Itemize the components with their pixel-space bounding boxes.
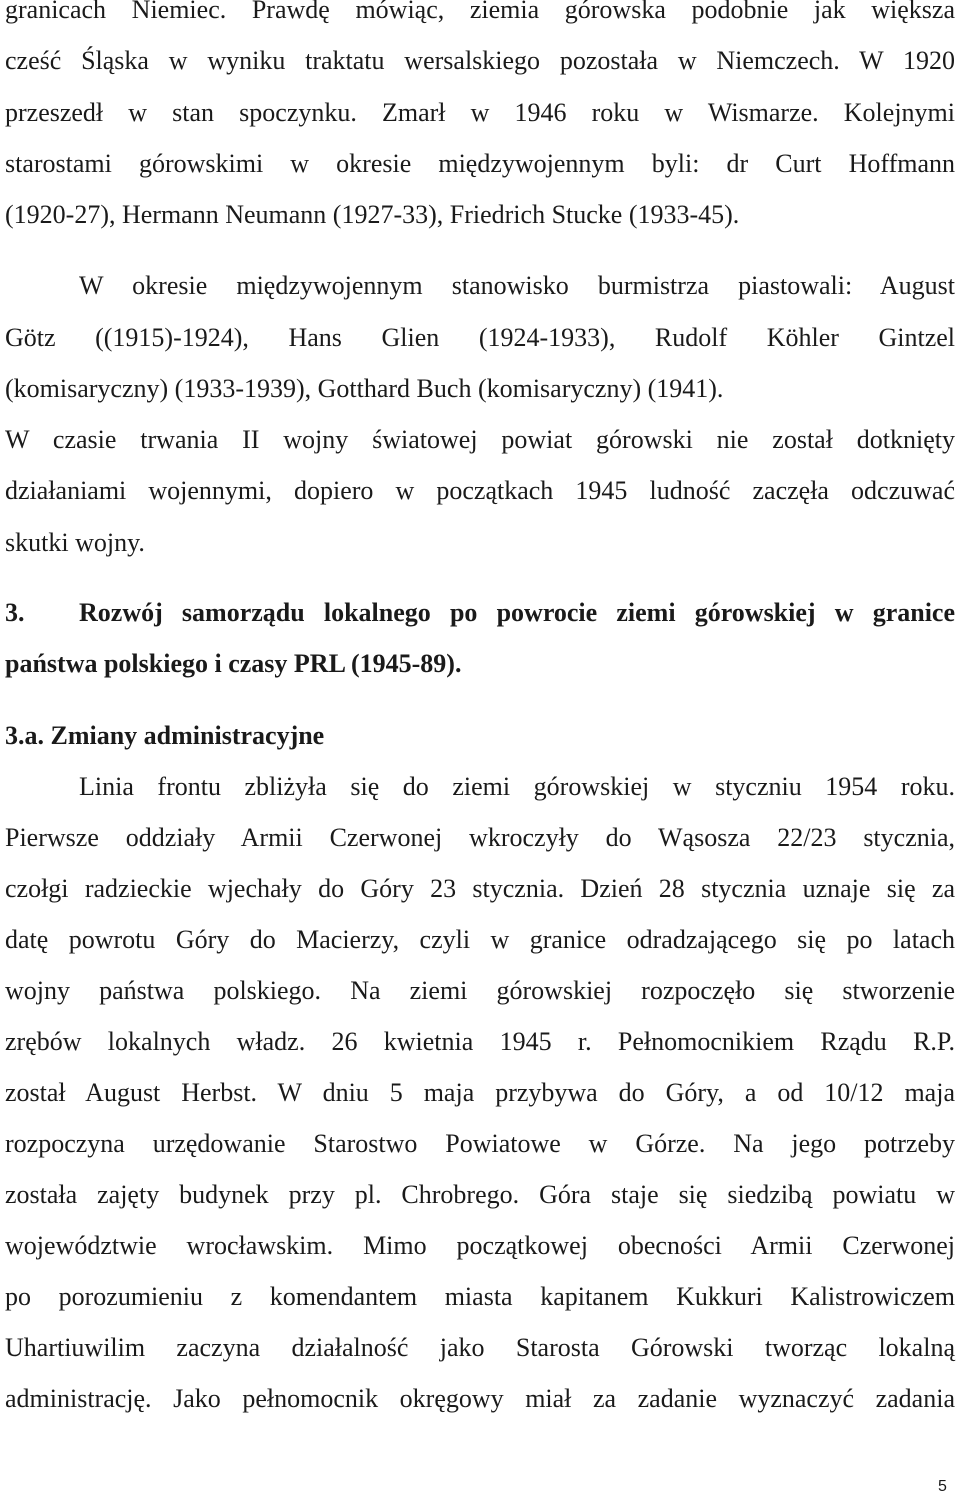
subsection-heading: 3.a. Zmiany administracyjne [5,721,325,750]
text-line: rozpoczyna urzędowanie Starostwo Powiatowe w Górze. Na jego potrzeby [5,1129,955,1158]
text-line: W czasie trwania II wojny światowej powiat górowski nie został dotknięty [5,425,955,454]
section-heading-line: państwa polskiego i czasy PRL (1945-89). [5,649,462,678]
text-line: została zajęty budynek przy pl. Chrobrego. Góra staje się siedzibą powiatu w [5,1180,955,1209]
text-line: granicach Niemiec. Prawdę mówiąc, ziemia górowska podobnie jak większa [5,0,955,24]
text-line: administrację. Jako pełnomocnik okręgowy miał za zadanie wyznaczyć zadania [5,1384,955,1413]
text-line: Götz ((1915)-1924), Hans Glien (1924-1933), Rudolf Köhler Gintzel [5,323,955,352]
text-line: Linia frontu zbliżyła się do ziemi górowskiej w styczniu 1954 roku. [79,772,955,801]
text-line: po porozumieniu z komendantem miasta kapitanem Kukkuri Kalistrowiczem [5,1282,955,1311]
text-line: W okresie międzywojennym stanowisko burmistrza piastowali: August [79,271,955,300]
text-line: starostami górowskimi w okresie międzywojennym byli: dr Curt Hoffmann [5,149,955,178]
page-number: 5 [938,1478,947,1495]
text-line: przeszedł w stan spoczynku. Zmarł w 1946 roku w Wismarze. Kolejnymi [5,98,955,127]
text-line: datę powrotu Góry do Macierzy, czyli w granice odradzającego się po latach [5,925,955,954]
section-number: 3. [5,598,25,627]
text-line: zrębów lokalnych władz. 26 kwietnia 1945 r. Pełnomocnikiem Rządu R.P. [5,1027,955,1056]
section-heading-line: Rozwój samorządu lokalnego po powrocie ziemi górowskiej w granice [79,598,955,627]
text-line: wojny państwa polskiego. Na ziemi górowskiej rozpoczęło się stworzenie [5,976,955,1005]
text-line: cześć Śląska w wyniku traktatu wersalskiego pozostała w Niemczech. W 1920 [5,46,955,75]
text-line: (komisaryczny) (1933-1939), Gotthard Buch (komisaryczny) (1941). [5,374,724,403]
text-line: (1920-27), Hermann Neumann (1927-33), Friedrich Stucke (1933-45). [5,200,740,229]
text-line: Pierwsze oddziały Armii Czerwonej wkroczyły do Wąsosza 22/23 stycznia, [5,823,955,852]
text-line: czołgi radzieckie wjechały do Góry 23 stycznia. Dzień 28 stycznia uznaje się za [5,874,955,903]
text-line: województwie wrocławskim. Mimo początkowej obecności Armii Czerwonej [5,1231,955,1260]
text-line: został August Herbst. W dniu 5 maja przybywa do Góry, a od 10/12 maja [5,1078,955,1107]
text-line: Uhartiuwilim zaczyna działalność jako Starosta Górowski tworząc lokalną [5,1333,955,1362]
text-line: skutki wojny. [5,528,145,557]
text-line: działaniami wojennymi, dopiero w początkach 1945 ludność zaczęła odczuwać [5,476,955,505]
